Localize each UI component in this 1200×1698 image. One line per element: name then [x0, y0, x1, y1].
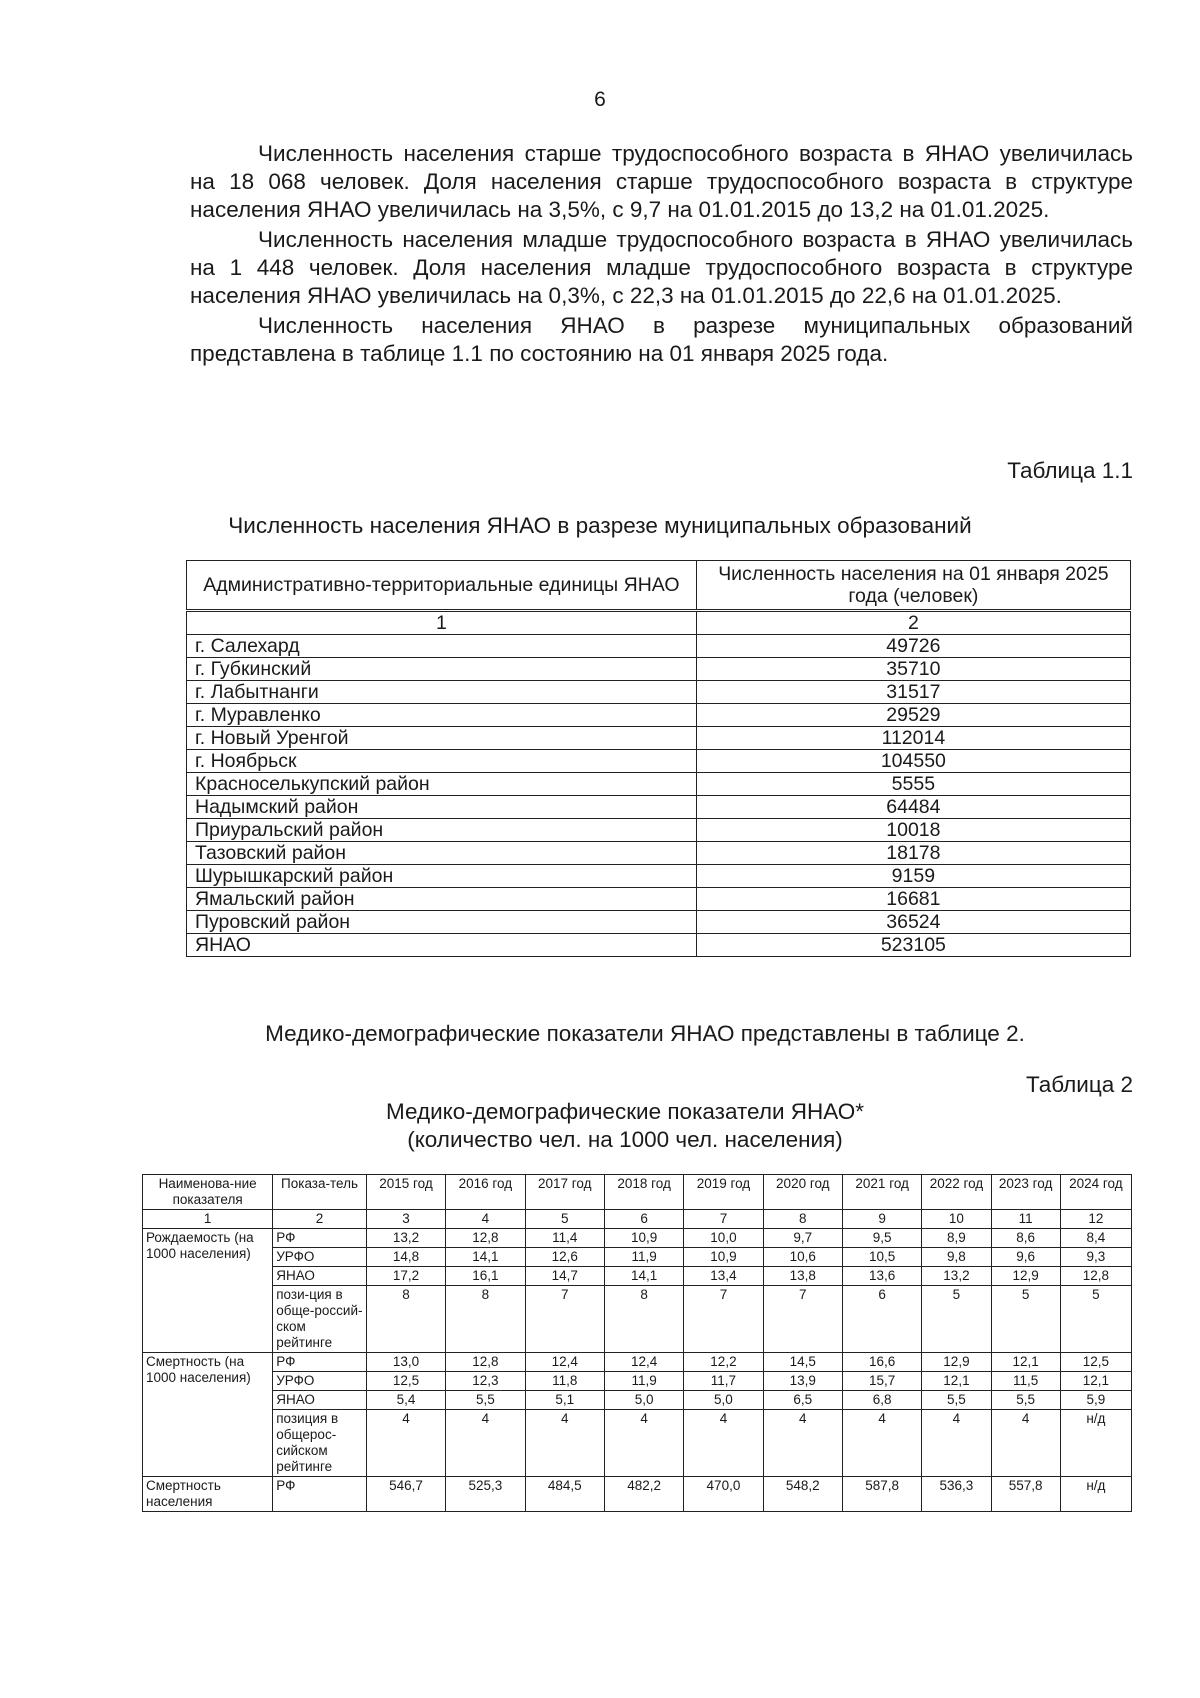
table1-row	[187, 658, 1131, 681]
table1-title: Численность населения ЯНАО в разрезе муниципальных образований	[228, 513, 972, 538]
municipality-name: г. Губкинский	[187, 658, 697, 681]
municipality-name: ЯНАО	[187, 934, 697, 957]
indicator-value: н/д	[1060, 1410, 1131, 1477]
paragraph: Численность населения ЯНАО в разрезе муниципальных образований представлена в таблице 1.1 по состоянию на 01 января 2025 года.	[190, 313, 1133, 366]
municipality-name: Надымский район	[187, 796, 697, 819]
table2-row	[143, 1477, 1132, 1512]
indicator-value: 7	[525, 1286, 604, 1353]
table2-row	[143, 1286, 1132, 1353]
table1-row	[187, 911, 1131, 934]
indicator-value: 11,9	[604, 1248, 683, 1267]
indicator-value: 546,7	[366, 1477, 445, 1512]
indicator-value: 12,8	[446, 1353, 525, 1372]
indicator-value: 10,9	[684, 1248, 763, 1267]
table1-row	[187, 865, 1131, 888]
population-value: 29529	[696, 704, 1130, 727]
table1-header-population: Численность населения на 01 января 2025 года (человек)	[696, 561, 1130, 611]
indicator-value: 11,4	[525, 1229, 604, 1248]
table2-index-cell: 5	[525, 1210, 604, 1229]
indicator-value: 4	[525, 1410, 604, 1477]
indicator-value: 5,5	[446, 1391, 525, 1410]
table2-row	[143, 1410, 1132, 1477]
indicator-type: РФ	[273, 1477, 367, 1512]
table2-row	[143, 1229, 1132, 1248]
indicator-type: УРФО	[273, 1248, 367, 1267]
table2-index-cell: 1	[143, 1210, 273, 1229]
indicator-value: 13,2	[366, 1229, 445, 1248]
indicator-value: 14,1	[604, 1267, 683, 1286]
table2-row	[143, 1372, 1132, 1391]
population-value: 523105	[696, 934, 1130, 957]
table1-row	[187, 681, 1131, 704]
table1-row	[187, 750, 1131, 773]
indicator-value: 9,3	[1060, 1248, 1131, 1267]
indicator-value: 4	[684, 1410, 763, 1477]
indicator-value: 536,3	[922, 1477, 991, 1512]
indicator-value: 525,3	[446, 1477, 525, 1512]
municipality-name: Красноселькупский район	[187, 773, 697, 796]
table2-header-cell: 2017 год	[525, 1175, 604, 1210]
indicator-group-name: Смертность населения	[143, 1477, 273, 1512]
indicator-value: н/д	[1060, 1477, 1131, 1512]
population-value: 35710	[696, 658, 1130, 681]
table2-row	[143, 1391, 1132, 1410]
indicator-value: 5,4	[366, 1391, 445, 1410]
municipality-name: г. Новый Уренгой	[187, 727, 697, 750]
table2-row	[143, 1353, 1132, 1372]
indicator-value: 7	[684, 1286, 763, 1353]
table2-header-cell: Наименова-ние показателя	[143, 1175, 273, 1210]
indicator-value: 15,7	[842, 1372, 921, 1391]
indicator-value: 13,4	[684, 1267, 763, 1286]
population-value: 112014	[696, 727, 1130, 750]
indicator-value: 6,5	[763, 1391, 842, 1410]
table2-header-cell: Показа-тель	[273, 1175, 367, 1210]
indicator-value: 13,9	[763, 1372, 842, 1391]
indicator-value: 8,9	[922, 1229, 991, 1248]
indicator-value: 5,1	[525, 1391, 604, 1410]
indicator-value: 12,4	[604, 1353, 683, 1372]
indicator-value: 10,9	[604, 1229, 683, 1248]
population-value: 10018	[696, 819, 1130, 842]
indicator-value: 5	[922, 1286, 991, 1353]
indicator-value: 587,8	[842, 1477, 921, 1512]
table1-row	[187, 934, 1131, 957]
paragraph: Численность населения младше трудоспособного возраста в ЯНАО увеличилась на 1 448 человек. Доля населения младше трудоспособного возраста в структуре населения ЯНАО увеличилась на 0,3%, с 22,3 на 01.01.2015 до 22,6 на 01.01.2025.	[190, 227, 1133, 308]
indicator-value: 8	[366, 1286, 445, 1353]
population-value: 49726	[696, 635, 1130, 658]
table2-index-cell: 3	[366, 1210, 445, 1229]
table2-header-cell: 2024 год	[1060, 1175, 1131, 1210]
indicator-value: 12,1	[922, 1372, 991, 1391]
population-value: 5555	[696, 773, 1130, 796]
population-value: 36524	[696, 911, 1130, 934]
table2-index-cell: 6	[604, 1210, 683, 1229]
indicator-value: 9,6	[991, 1248, 1060, 1267]
indicator-value: 482,2	[604, 1477, 683, 1512]
indicator-value: 5,5	[922, 1391, 991, 1410]
body-text	[190, 140, 1133, 370]
table1-row	[187, 704, 1131, 727]
municipality-name: Приуральский район	[187, 819, 697, 842]
indicator-value: 16,6	[842, 1353, 921, 1372]
indicator-value: 12,2	[684, 1353, 763, 1372]
table1-header-units: Административно-территориальные единицы ЯНАО	[187, 561, 697, 611]
indicator-value: 12,3	[446, 1372, 525, 1391]
table1-row	[187, 888, 1131, 911]
indicator-value: 10,5	[842, 1248, 921, 1267]
indicator-value: 13,2	[922, 1267, 991, 1286]
table2-header-cell: 2016 год	[446, 1175, 525, 1210]
table2-header-cell: 2018 год	[604, 1175, 683, 1210]
table2-header-row	[143, 1175, 1132, 1210]
indicator-value: 5,9	[1060, 1391, 1131, 1410]
indicator-value: 5	[1060, 1286, 1131, 1353]
indicator-value: 8,4	[1060, 1229, 1131, 1248]
indicator-value: 12,5	[1060, 1353, 1131, 1372]
indicator-group-name: Рождаемость (на 1000 населения)	[143, 1229, 273, 1353]
indicator-value: 4	[446, 1410, 525, 1477]
indicator-value: 10,0	[684, 1229, 763, 1248]
table1-row	[187, 796, 1131, 819]
table1-row	[187, 819, 1131, 842]
indicator-value: 12,8	[446, 1229, 525, 1248]
table2-intro: Медико-демографические показатели ЯНАО представлены в таблице 2.	[265, 1021, 1025, 1046]
indicator-value: 16,1	[446, 1267, 525, 1286]
indicator-value: 12,9	[922, 1353, 991, 1372]
indicator-value: 14,8	[366, 1248, 445, 1267]
indicator-value: 9,7	[763, 1229, 842, 1248]
table2-header-cell: 2015 год	[366, 1175, 445, 1210]
table1-row	[187, 842, 1131, 865]
indicator-type: УРФО	[273, 1372, 367, 1391]
page-number: 6	[594, 88, 606, 111]
indicator-value: 484,5	[525, 1477, 604, 1512]
indicator-value: 8	[604, 1286, 683, 1353]
indicator-value: 8	[446, 1286, 525, 1353]
indicator-value: 4	[763, 1410, 842, 1477]
table1-row	[187, 727, 1131, 750]
population-value: 104550	[696, 750, 1130, 773]
municipality-name: Тазовский район	[187, 842, 697, 865]
indicator-group-name: Смертность (на 1000 населения)	[143, 1353, 273, 1477]
table2-index-cell: 2	[273, 1210, 367, 1229]
table2-index-row	[143, 1210, 1132, 1229]
indicator-value: 548,2	[763, 1477, 842, 1512]
table1-index-cell: 1	[187, 611, 697, 635]
table2-row	[143, 1248, 1132, 1267]
table2-index-cell: 12	[1060, 1210, 1131, 1229]
table2-subtitle: (количество чел. на 1000 чел. населения)	[407, 1127, 843, 1152]
indicator-value: 17,2	[366, 1267, 445, 1286]
indicator-value: 5	[991, 1286, 1060, 1353]
municipality-name: г. Ноябрьск	[187, 750, 697, 773]
indicator-value: 4	[604, 1410, 683, 1477]
table2-row	[143, 1267, 1132, 1286]
indicator-value: 6,8	[842, 1391, 921, 1410]
indicator-value: 10,6	[763, 1248, 842, 1267]
municipality-name: Ямальский район	[187, 888, 697, 911]
indicator-value: 9,8	[922, 1248, 991, 1267]
indicator-type: ЯНАО	[273, 1391, 367, 1410]
demographics-table	[142, 1174, 1132, 1512]
table2-index-cell: 11	[991, 1210, 1060, 1229]
table2-header-cell: 2021 год	[842, 1175, 921, 1210]
table2-label: Таблица 2	[1026, 1072, 1133, 1097]
indicator-type: позиция в общерос-сийском рейтинге	[273, 1410, 367, 1477]
indicator-value: 4	[991, 1410, 1060, 1477]
indicator-value: 9,5	[842, 1229, 921, 1248]
indicator-value: 5,0	[604, 1391, 683, 1410]
indicator-type: РФ	[273, 1229, 367, 1248]
paragraph: Численность населения старше трудоспособного возраста в ЯНАО увеличилась на 18 068 человек. Доля населения старше трудоспособного возраста в структуре населения ЯНАО увеличилась на 3,5%, с 9,7 на 01.01.2015 до 13,2 на 01.01.2025.	[190, 141, 1133, 222]
municipality-name: Пуровский район	[187, 911, 697, 934]
population-value: 64484	[696, 796, 1130, 819]
indicator-value: 12,1	[991, 1353, 1060, 1372]
indicator-value: 13,8	[763, 1267, 842, 1286]
table2-index-cell: 10	[922, 1210, 991, 1229]
population-value: 9159	[696, 865, 1130, 888]
population-table	[186, 560, 1131, 957]
indicator-value: 12,8	[1060, 1267, 1131, 1286]
indicator-value: 12,4	[525, 1353, 604, 1372]
population-value: 18178	[696, 842, 1130, 865]
table1-index-row	[187, 611, 1131, 635]
municipality-name: г. Лабытнанги	[187, 681, 697, 704]
indicator-value: 14,1	[446, 1248, 525, 1267]
indicator-value: 11,5	[991, 1372, 1060, 1391]
indicator-value: 557,8	[991, 1477, 1060, 1512]
indicator-value: 6	[842, 1286, 921, 1353]
population-value: 31517	[696, 681, 1130, 704]
table2-header-cell: 2020 год	[763, 1175, 842, 1210]
table2-index-cell: 4	[446, 1210, 525, 1229]
table2-index-cell: 7	[684, 1210, 763, 1229]
table2-header-cell: 2022 год	[922, 1175, 991, 1210]
indicator-value: 5,0	[684, 1391, 763, 1410]
table2-title: Медико-демографические показатели ЯНАО*	[385, 1099, 865, 1124]
table1-row	[187, 773, 1131, 796]
table2-header-cell: 2023 год	[991, 1175, 1060, 1210]
indicator-value: 4	[366, 1410, 445, 1477]
indicator-value: 4	[922, 1410, 991, 1477]
indicator-value: 7	[763, 1286, 842, 1353]
indicator-value: 5,5	[991, 1391, 1060, 1410]
municipality-name: г. Салехард	[187, 635, 697, 658]
table2-index-cell: 9	[842, 1210, 921, 1229]
table1-index-cell: 2	[696, 611, 1130, 635]
table2-index-cell: 8	[763, 1210, 842, 1229]
indicator-value: 470,0	[684, 1477, 763, 1512]
indicator-value: 12,5	[366, 1372, 445, 1391]
table1-row	[187, 635, 1131, 658]
table1-label: Таблица 1.1	[1007, 458, 1133, 483]
indicator-value: 14,5	[763, 1353, 842, 1372]
municipality-name: г. Муравленко	[187, 704, 697, 727]
indicator-value: 13,0	[366, 1353, 445, 1372]
indicator-value: 12,6	[525, 1248, 604, 1267]
table2-header-cell: 2019 год	[684, 1175, 763, 1210]
population-value: 16681	[696, 888, 1130, 911]
indicator-value: 12,1	[1060, 1372, 1131, 1391]
indicator-value: 8,6	[991, 1229, 1060, 1248]
indicator-value: 13,6	[842, 1267, 921, 1286]
indicator-value: 12,9	[991, 1267, 1060, 1286]
indicator-type: ЯНАО	[273, 1267, 367, 1286]
indicator-type: РФ	[273, 1353, 367, 1372]
indicator-value: 11,9	[604, 1372, 683, 1391]
indicator-value: 4	[842, 1410, 921, 1477]
indicator-value: 11,7	[684, 1372, 763, 1391]
municipality-name: Шурышкарский район	[187, 865, 697, 888]
indicator-value: 14,7	[525, 1267, 604, 1286]
indicator-value: 11,8	[525, 1372, 604, 1391]
indicator-type: пози-ция в обще-россий-ском рейтинге	[273, 1286, 367, 1353]
